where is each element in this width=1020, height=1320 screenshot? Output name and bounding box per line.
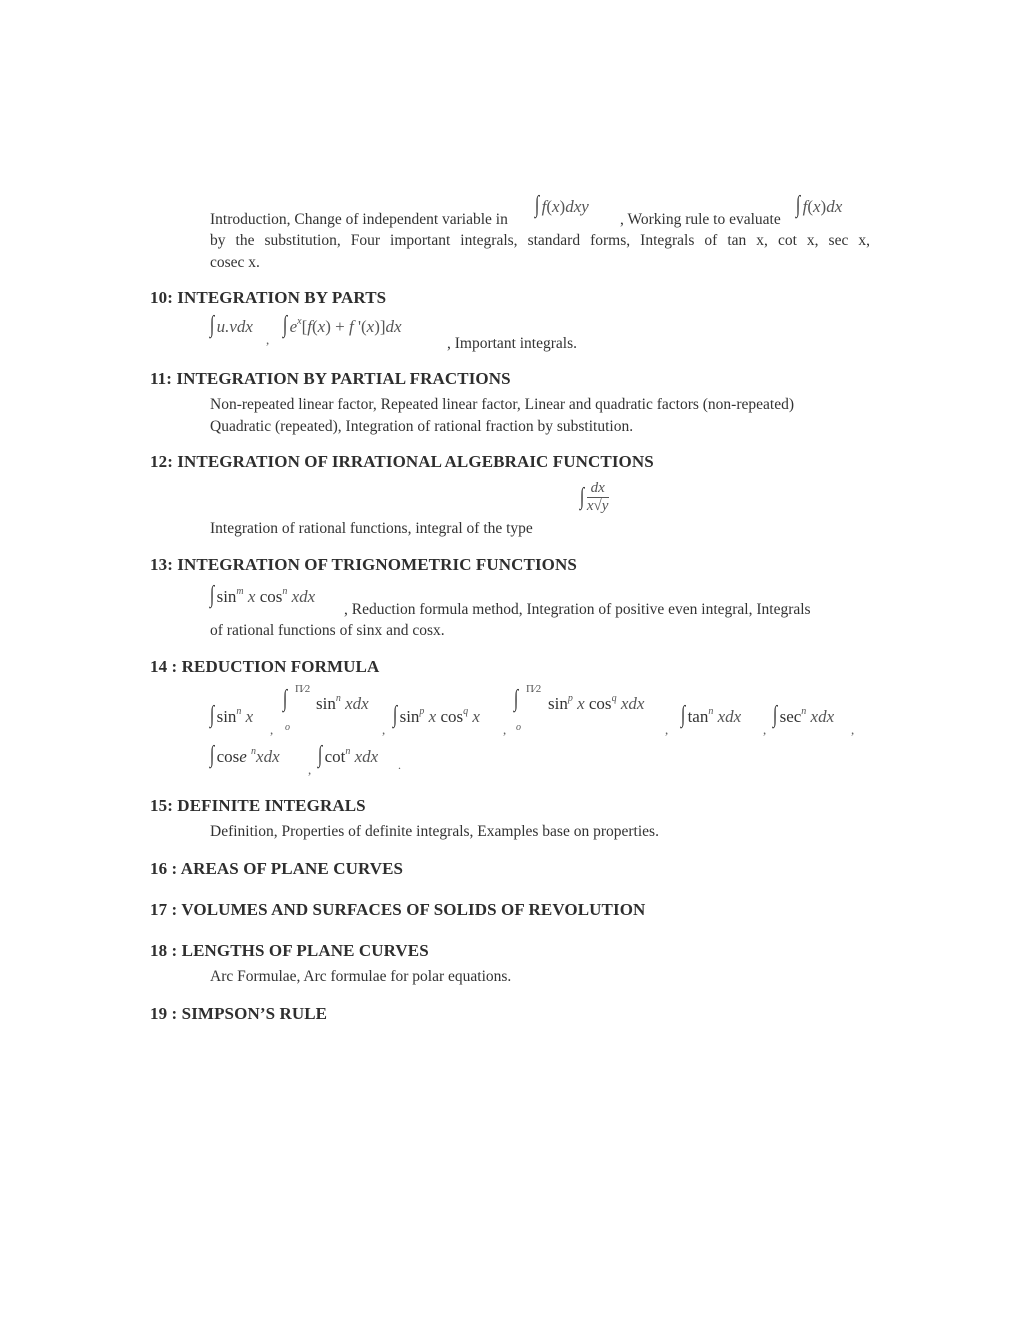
comma: ,: [266, 332, 270, 347]
section-12-text: Integration of rational functions, integral of the type: [210, 520, 533, 537]
integral-sign: ∫: [210, 742, 215, 768]
section-15-text: Definition, Properties of definite integrals, Examples base on properties.: [210, 823, 659, 840]
formula-tan-n: ∫ $\tan^n$ xdx: [681, 702, 742, 728]
integral-sign: ∫: [580, 484, 585, 510]
integral-sign: ∫: [210, 312, 215, 338]
text-segment: by the substitution, Four important integrals, standard forms, Integrals of tan x, cot x, sec x,: [210, 232, 870, 249]
integral-sign: ∫: [318, 742, 323, 768]
integral-sign: ∫: [796, 192, 801, 218]
section-10-text: , Important integrals.: [447, 335, 577, 352]
lower-limit: o: [516, 722, 521, 733]
integral-sign: ∫: [393, 702, 398, 728]
section-9-line-2: [210, 232, 870, 250]
integral-sign: ∫: [773, 702, 778, 728]
text-segment: cosec x.: [210, 254, 260, 271]
integral-sign: ∫: [535, 192, 540, 218]
comma: ,: [763, 722, 767, 737]
section-12-heading: 12: INTEGRATION OF IRRATIONAL ALGEBRAIC FUNCTIONS: [150, 452, 654, 471]
section-9-line-1: [210, 211, 508, 229]
formula-change-of-variable: ∫ f(x)dxy: [535, 192, 589, 218]
fraction: $\frac{dx}{x√y}$: [586, 480, 609, 514]
formula-definite-sin-p-cos-q: [514, 686, 521, 713]
upper-limit: Π⁄2: [526, 683, 542, 695]
section-19-heading: 19 : SIMPSON’S RULE: [150, 1004, 328, 1023]
section-16-heading: 16 : AREAS OF PLANE CURVES: [150, 859, 404, 878]
section-11-heading: 11: INTEGRATION BY PARTIAL FRACTIONS: [150, 369, 511, 388]
lower-limit: o: [285, 722, 290, 733]
section-14-heading: 14 : REDUCTION FORMULA: [150, 657, 380, 676]
section-18-text: Arc Formulae, Arc formulae for polar equations.: [210, 968, 512, 985]
comma: ,: [851, 722, 855, 737]
formula-sin-p-cos-q: ∫ $\sin^p x$ $\cos^q x$: [393, 702, 480, 728]
upper-limit: Π⁄2: [295, 683, 311, 695]
formula-evaluate: ∫ f(x)dx: [796, 192, 843, 218]
section-11-line-2: Quadratic (repeated), Integration of rational fraction by substitution.: [210, 418, 634, 435]
comma: ,: [270, 722, 274, 737]
formula-definite-sin-n: [283, 686, 290, 713]
comma: ,: [503, 722, 507, 737]
section-13-line-1: , Reduction formula method, Integration of positive even integral, Integrals: [344, 601, 811, 618]
text-segment: , Working rule to evaluate: [620, 211, 781, 228]
formula-sin-n: ∫ $\sin^n x$: [210, 702, 254, 728]
formula-definite-sin-p-cos-q-body: $\sin^p x$ $\cos^q$ xdx: [548, 693, 645, 713]
period: .: [398, 758, 401, 772]
section-10-heading: 10: INTEGRATION BY PARTS: [150, 288, 387, 307]
section-13-line-2: of rational functions of sinx and cosx.: [210, 622, 445, 639]
section-17-heading: 17 : VOLUMES AND SURFACES OF SOLIDS OF REVOLUTION: [150, 900, 646, 919]
integral-sign: ∫: [210, 702, 215, 728]
formula-sec-n: ∫ $\sec^n$ xdx: [773, 702, 835, 728]
formula-uv: ∫ u.vdx: [210, 312, 253, 338]
section-9-line-3: [210, 254, 260, 272]
comma: ,: [308, 762, 312, 777]
integral-sign: ∫: [283, 686, 288, 712]
formula-sin-cos: ∫ $\sin^m x$ $\cos^n$ xdx: [210, 582, 316, 608]
section-13-heading: 13: INTEGRATION OF TRIGNOMETRIC FUNCTIONS: [150, 555, 577, 574]
section-18-heading: 18 : LENGTHS OF PLANE CURVES: [150, 941, 429, 960]
formula-cot-n: ∫ $\cot^n$ xdx: [318, 742, 379, 768]
section-9-line-1b: [620, 211, 781, 229]
integral-sign: ∫: [681, 702, 686, 728]
section-11-line-1: Non-repeated linear factor, Repeated linear factor, Linear and quadratic factors (non-repeated): [210, 396, 794, 413]
comma: ,: [665, 722, 669, 737]
formula-exponential: ∫ $e^x[f(x) + f$ '(x)]dx: [283, 312, 402, 338]
text-segment: Introduction, Change of independent variable in: [210, 211, 508, 228]
comma: ,: [382, 722, 386, 737]
integral-sign: ∫: [514, 686, 519, 712]
integral-sign: ∫: [210, 582, 215, 608]
formula-irrational-type: [580, 480, 609, 515]
section-15-heading: 15: DEFINITE INTEGRALS: [150, 796, 366, 815]
formula-definite-sin-n-body: $\sin^n$ xdx: [316, 693, 369, 713]
formula-cosec-n: ∫ cose $^n$xdx: [210, 742, 280, 768]
integral-sign: ∫: [283, 312, 288, 338]
